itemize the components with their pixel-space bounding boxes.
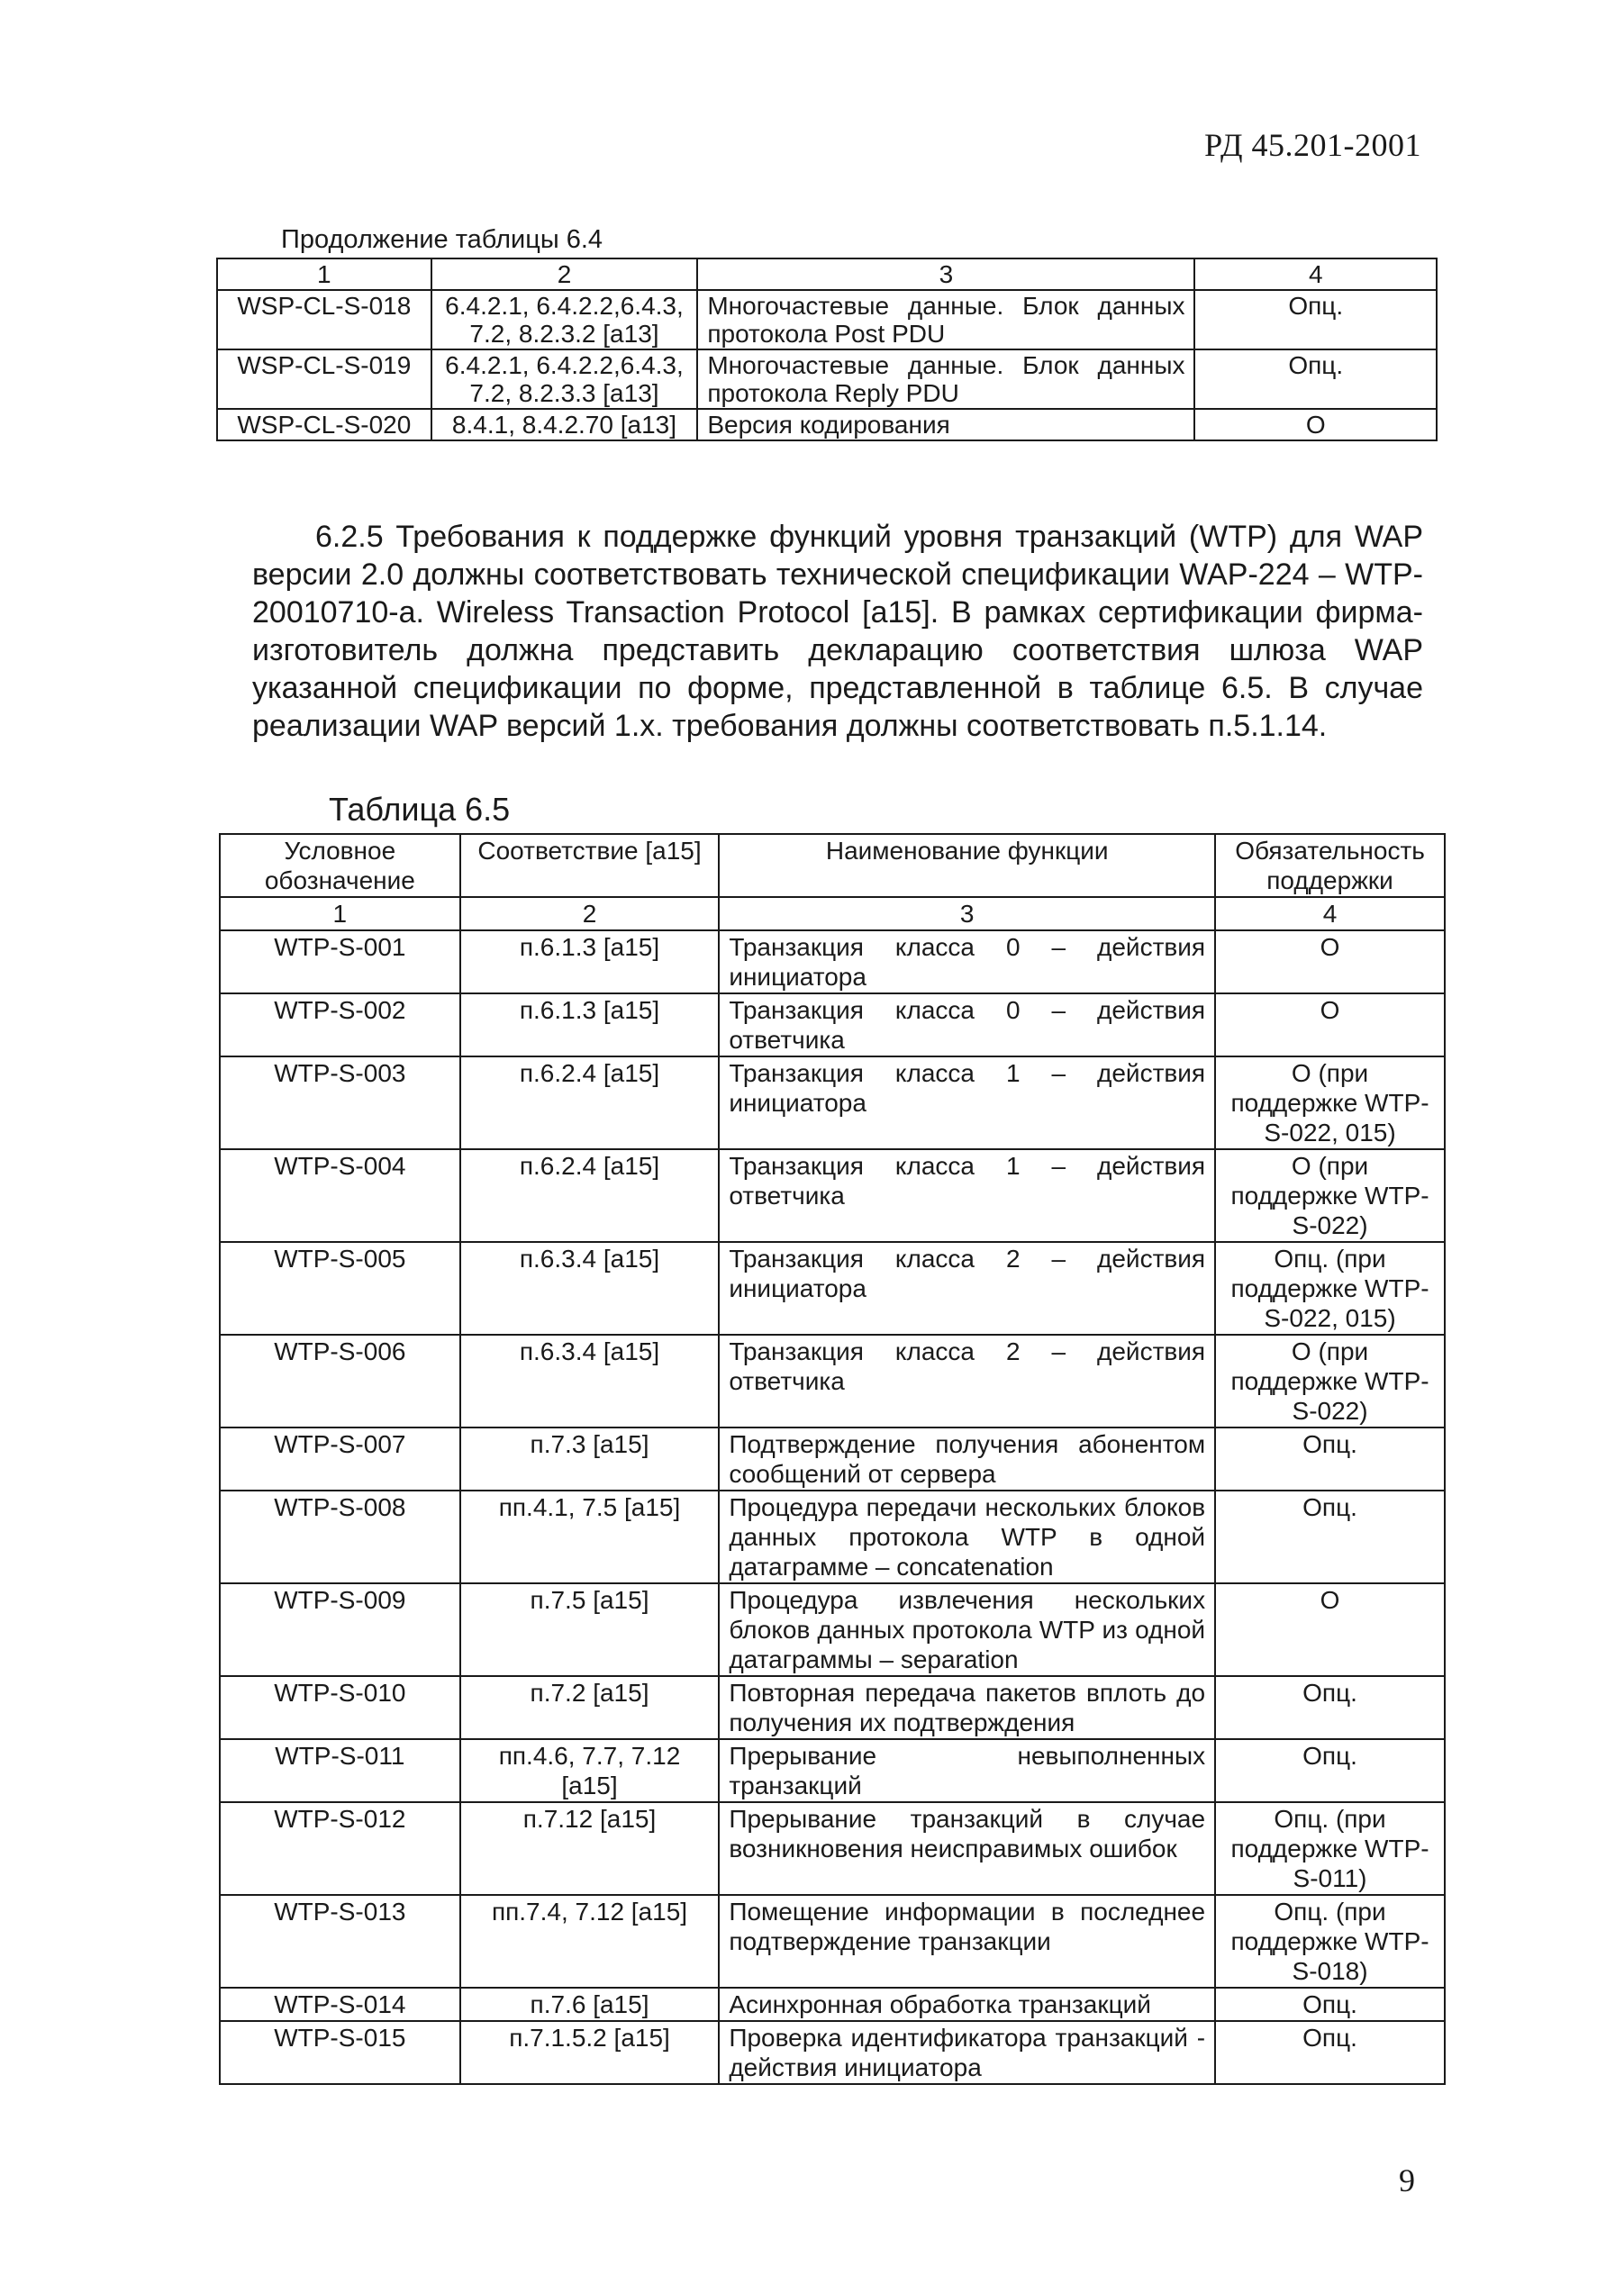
row-designation: WSP-CL-S-020 bbox=[217, 409, 431, 440]
row-designation: WTP-S-010 bbox=[220, 1676, 460, 1739]
row-support-level: O (при поддержке WTP-S-022) bbox=[1215, 1335, 1445, 1428]
row-support-level: Опц. (при поддержке WTP-S-011) bbox=[1215, 1802, 1445, 1895]
row-designation: WTP-S-005 bbox=[220, 1242, 460, 1335]
column-number: 1 bbox=[220, 897, 460, 930]
row-support-level: Опц. bbox=[1215, 1739, 1445, 1802]
row-designation: WTP-S-015 bbox=[220, 2021, 460, 2084]
column-number: 2 bbox=[460, 897, 720, 930]
row-designation: WTP-S-014 bbox=[220, 1988, 460, 2021]
row-function-name: Транзакция класса 0 – действия ответчика bbox=[719, 993, 1215, 1056]
column-header-function-name: Наименование функции bbox=[719, 834, 1215, 897]
row-support-level: Опц. (при поддержке WTP-S-018) bbox=[1215, 1895, 1445, 1988]
row-support-level: O (при поддержке WTP-S-022, 015) bbox=[1215, 1056, 1445, 1149]
row-support-level: Опц. bbox=[1194, 290, 1437, 349]
table-row bbox=[217, 290, 1437, 349]
table-header-row bbox=[220, 834, 1445, 897]
row-function-name: Повторная передача пакетов вплоть до получения их подтверждения bbox=[719, 1676, 1215, 1739]
column-number: 3 bbox=[697, 258, 1194, 290]
table-6-5 bbox=[219, 833, 1446, 2085]
column-number: 4 bbox=[1215, 897, 1445, 930]
row-designation: WTP-S-008 bbox=[220, 1491, 460, 1583]
column-number: 2 bbox=[431, 258, 698, 290]
row-conformance-ref: 6.4.2.1, 6.4.2.2,6.4.3, 7.2, 8.2.3.2 [a13] bbox=[431, 290, 698, 349]
row-conformance-ref: п.6.1.3 [a15] bbox=[460, 993, 720, 1056]
row-conformance-ref: п.6.3.4 [a15] bbox=[460, 1242, 720, 1335]
row-support-level: O bbox=[1194, 409, 1437, 440]
table-6-4-caption: Продолжение таблицы 6.4 bbox=[281, 225, 603, 254]
row-support-level: O bbox=[1215, 930, 1445, 993]
row-function-name: Транзакция класса 2 – действия инициатора bbox=[719, 1242, 1215, 1335]
table-row bbox=[220, 1988, 1445, 2021]
row-designation: WTP-S-002 bbox=[220, 993, 460, 1056]
table-row bbox=[220, 1428, 1445, 1491]
row-designation: WSP-CL-S-019 bbox=[217, 349, 431, 409]
table-row bbox=[220, 1056, 1445, 1149]
table-row bbox=[220, 2021, 1445, 2084]
row-support-level: Опц. bbox=[1215, 1428, 1445, 1491]
document-code-header: РД 45.201-2001 bbox=[1204, 127, 1421, 163]
table-row bbox=[220, 1149, 1445, 1242]
table-column-numbers-row bbox=[220, 897, 1445, 930]
column-header-designation: Условное обозначение bbox=[220, 834, 460, 897]
table-6-4 bbox=[216, 258, 1438, 441]
table-row bbox=[220, 1491, 1445, 1583]
row-conformance-ref: п.6.2.4 [a15] bbox=[460, 1149, 720, 1242]
row-function-name: Многочастевые данные. Блок данных протокола Post PDU bbox=[697, 290, 1194, 349]
row-designation: WTP-S-003 bbox=[220, 1056, 460, 1149]
table-column-numbers-row bbox=[217, 258, 1437, 290]
row-function-name: Прерывание невыполненных транзакций bbox=[719, 1739, 1215, 1802]
row-designation: WTP-S-009 bbox=[220, 1583, 460, 1676]
row-conformance-ref: п.6.3.4 [a15] bbox=[460, 1335, 720, 1428]
row-function-name: Подтверждение получения абонентом сообщений от сервера bbox=[719, 1428, 1215, 1491]
table-row bbox=[220, 1802, 1445, 1895]
row-conformance-ref: пп.4.1, 7.5 [a15] bbox=[460, 1491, 720, 1583]
row-function-name: Транзакция класса 2 – действия ответчика bbox=[719, 1335, 1215, 1428]
row-conformance-ref: п.6.2.4 [a15] bbox=[460, 1056, 720, 1149]
row-conformance-ref: п.7.3 [a15] bbox=[460, 1428, 720, 1491]
row-designation: WTP-S-011 bbox=[220, 1739, 460, 1802]
row-function-name: Процедура извлечения нескольких блоков данных протокола WTP из одной датаграммы – separation bbox=[719, 1583, 1215, 1676]
table-row bbox=[217, 349, 1437, 409]
row-support-level: Опц. bbox=[1194, 349, 1437, 409]
table-row bbox=[220, 1895, 1445, 1988]
row-support-level: O bbox=[1215, 1583, 1445, 1676]
row-conformance-ref: пп.7.4, 7.12 [a15] bbox=[460, 1895, 720, 1988]
row-conformance-ref: п.6.1.3 [a15] bbox=[460, 930, 720, 993]
row-conformance-ref: п.7.1.5.2 [a15] bbox=[460, 2021, 720, 2084]
row-designation: WTP-S-006 bbox=[220, 1335, 460, 1428]
row-designation: WSP-CL-S-018 bbox=[217, 290, 431, 349]
row-support-level: Опц. bbox=[1215, 1676, 1445, 1739]
row-support-level: Опц. (при поддержке WTP-S-022, 015) bbox=[1215, 1242, 1445, 1335]
row-conformance-ref: п.7.12 [a15] bbox=[460, 1802, 720, 1895]
column-header-conformance: Соответствие [a15] bbox=[460, 834, 720, 897]
table-row bbox=[217, 409, 1437, 440]
row-conformance-ref: п.7.5 [a15] bbox=[460, 1583, 720, 1676]
row-function-name: Процедура передачи нескольких блоков данных протокола WTP в одной датаграмме – concatenation bbox=[719, 1491, 1215, 1583]
row-function-name: Версия кодирования bbox=[697, 409, 1194, 440]
table-row bbox=[220, 1583, 1445, 1676]
row-designation: WTP-S-013 bbox=[220, 1895, 460, 1988]
row-conformance-ref: п.7.6 [a15] bbox=[460, 1988, 720, 2021]
row-function-name: Транзакция класса 0 – действия инициатора bbox=[719, 930, 1215, 993]
row-function-name: Помещение информации в последнее подтверждение транзакции bbox=[719, 1895, 1215, 1988]
page-number: 9 bbox=[1399, 2162, 1415, 2198]
row-support-level: O bbox=[1215, 993, 1445, 1056]
row-designation: WTP-S-012 bbox=[220, 1802, 460, 1895]
row-designation: WTP-S-007 bbox=[220, 1428, 460, 1491]
column-number: 3 bbox=[719, 897, 1215, 930]
row-conformance-ref: 8.4.1, 8.4.2.70 [a13] bbox=[431, 409, 698, 440]
row-support-level: Опц. bbox=[1215, 1491, 1445, 1583]
column-header-support: Обязательность поддержки bbox=[1215, 834, 1445, 897]
row-designation: WTP-S-001 bbox=[220, 930, 460, 993]
table-row bbox=[220, 1335, 1445, 1428]
row-conformance-ref: п.7.2 [a15] bbox=[460, 1676, 720, 1739]
row-function-name: Асинхронная обработка транзакций bbox=[719, 1988, 1215, 2021]
row-function-name: Транзакция класса 1 – действия ответчика bbox=[719, 1149, 1215, 1242]
section-6-2-5-paragraph: 6.2.5 Требования к поддержке функций уровня транзакций (WTP) для WAP версии 2.0 должны соответствовать технической спецификации WAP-224 – WTP-20010710-a. Wireless Transaction Protocol [a15]. В рамках сертификации фирма-изготовитель должна представить декларацию соответствия шлюза WAP указанной спецификации по форме, представленной в таблице 6.5. В случае реализации WAP версий 1.x. требования должны соответствовать п.5.1.14. bbox=[252, 520, 1423, 743]
table-row bbox=[220, 1739, 1445, 1802]
row-designation: WTP-S-004 bbox=[220, 1149, 460, 1242]
row-function-name: Проверка идентификатора транзакций - действия инициатора bbox=[719, 2021, 1215, 2084]
table-6-5-caption: Таблица 6.5 bbox=[329, 791, 511, 828]
row-function-name: Транзакция класса 1 – действия инициатора bbox=[719, 1056, 1215, 1149]
row-conformance-ref: пп.4.6, 7.7, 7.12 [a15] bbox=[460, 1739, 720, 1802]
column-number: 4 bbox=[1194, 258, 1437, 290]
row-support-level: Опц. bbox=[1215, 1988, 1445, 2021]
column-number: 1 bbox=[217, 258, 431, 290]
table-row bbox=[220, 930, 1445, 993]
row-support-level: Опц. bbox=[1215, 2021, 1445, 2084]
table-row bbox=[220, 1242, 1445, 1335]
row-function-name: Многочастевые данные. Блок данных протокола Reply PDU bbox=[697, 349, 1194, 409]
row-support-level: O (при поддержке WTP-S-022) bbox=[1215, 1149, 1445, 1242]
row-function-name: Прерывание транзакций в случае возникновения неисправимых ошибок bbox=[719, 1802, 1215, 1895]
table-row bbox=[220, 1676, 1445, 1739]
table-row bbox=[220, 993, 1445, 1056]
row-conformance-ref: 6.4.2.1, 6.4.2.2,6.4.3, 7.2, 8.2.3.3 [a13] bbox=[431, 349, 698, 409]
